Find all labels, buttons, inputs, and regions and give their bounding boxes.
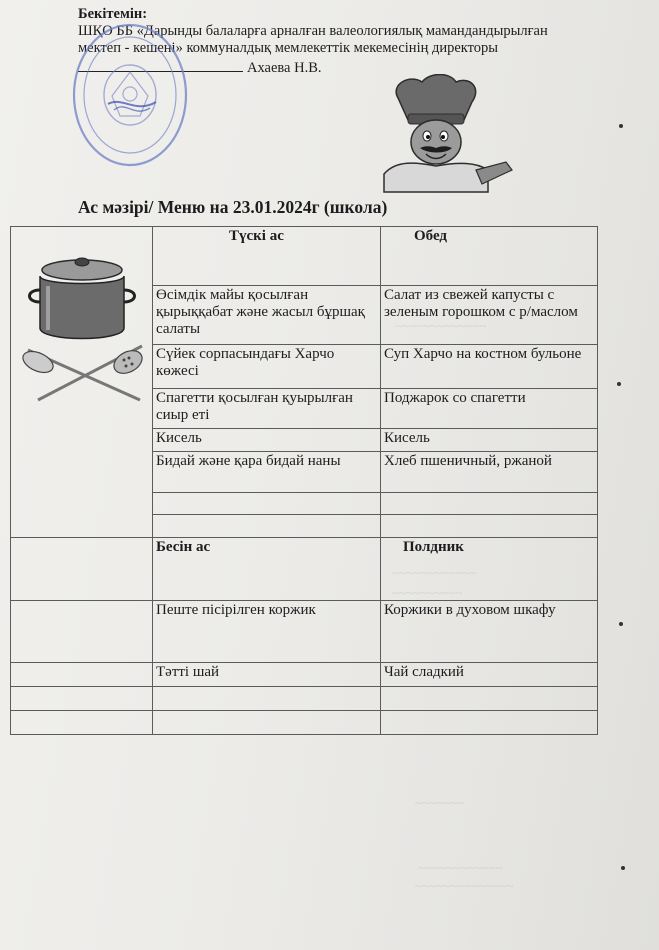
table-row [11, 389, 598, 429]
snack-item-ru: Чай сладкий [381, 663, 598, 687]
speck [617, 382, 621, 386]
approval-line-1: ШҚО ББ «Дарынды балаларға арналған валеологиялық мамандандырылған [78, 23, 548, 39]
table-row [11, 711, 598, 735]
table-row [11, 452, 598, 493]
lunch-item-kz: Сүйек сорпасындағы Харчо көжесі [153, 345, 381, 389]
lunch-item-kz: Кисель [153, 429, 381, 452]
table-row [11, 538, 598, 601]
table-row [11, 429, 598, 452]
official-stamp [70, 20, 190, 170]
lunch-item-ru: Кисель [381, 429, 598, 452]
document-page: ~~~~~~~~~~~~~ ~~~~~~~~~~~~ ~~~~~~~~~~ ~~~~~~~ ~~~~~~~~~~~~ ~~~~~~~~~~~~~~ Бекітемін: ШҚО ББ «Дарынды балаларға арналған валеологиялық мамандандырылған мектеп - кешені» коммуналдық мемлекеттік мекемесінің директоры Ахаева Н.В. Ас мәзірі/ Меню на 23.01.2024г (школа) Түскі ас Обед Өсімдік майы қосылған қырыққабат және жасыл бұршақ салаты Салат из свежей капусты с зеленым горошком с р/маслом Сүйек сорпасындағы Харчо көжесі Суп Харчо на костном бульоне Спагетти қосылған қуырылған сиыр еті Поджарок со спагетти Кисель Кисель Бидай және қара бидай наны Хлеб пшеничный, ржаной Бесін ас Полдник Пеште пісірілген коржик Коржики в духовом шкафу Тәтті шай Чай сладкий [0, 0, 659, 950]
snack-header-ru: Полдник [381, 538, 598, 601]
lunch-item-ru: Салат из свежей капусты с зеленым горошком с р/маслом [381, 286, 598, 345]
lunch-item-ru: Хлеб пшеничный, ржаной [381, 452, 598, 493]
page-title: Ас мәзірі/ Меню на 23.01.2024г (школа) [78, 197, 388, 217]
snack-item-kz: Пеште пісірілген коржик [153, 601, 381, 663]
lunch-item-ru: Суп Харчо на костном бульоне [381, 345, 598, 389]
approval-heading: Бекітемін: [78, 6, 148, 22]
table-row [11, 515, 598, 538]
table-row [11, 663, 598, 687]
speck [621, 866, 625, 870]
speck [619, 622, 623, 626]
snack-item-ru: Коржики в духовом шкафу [381, 601, 598, 663]
lunch-header-ru: Обед [381, 227, 598, 286]
table-row [11, 493, 598, 515]
table-row [11, 345, 598, 389]
approval-line-2: мектеп - кешені» коммуналдық мемлекеттік мекемесінің директоры [78, 40, 499, 56]
chef-illustration [376, 74, 516, 198]
lunch-item-kz: Бидай және қара бидай наны [153, 452, 381, 493]
menu-table [10, 226, 598, 735]
table-row [11, 601, 598, 663]
table-row [11, 687, 598, 711]
lunch-item-ru: Поджарок со спагетти [381, 389, 598, 429]
table-row [11, 227, 598, 286]
lunch-item-kz: Спагетти қосылған қуырылған сиыр еті [153, 389, 381, 429]
signatory-name: Ахаева Н.В. [247, 60, 322, 76]
snack-header-kz: Бесін ас [153, 538, 381, 601]
lunch-item-kz: Өсімдік майы қосылған қырыққабат және жасыл бұршақ салаты [153, 286, 381, 345]
speck [619, 124, 623, 128]
table-row [11, 286, 598, 345]
lunch-header-kz: Түскі ас [153, 227, 381, 286]
snack-item-kz: Тәтті шай [153, 663, 381, 687]
